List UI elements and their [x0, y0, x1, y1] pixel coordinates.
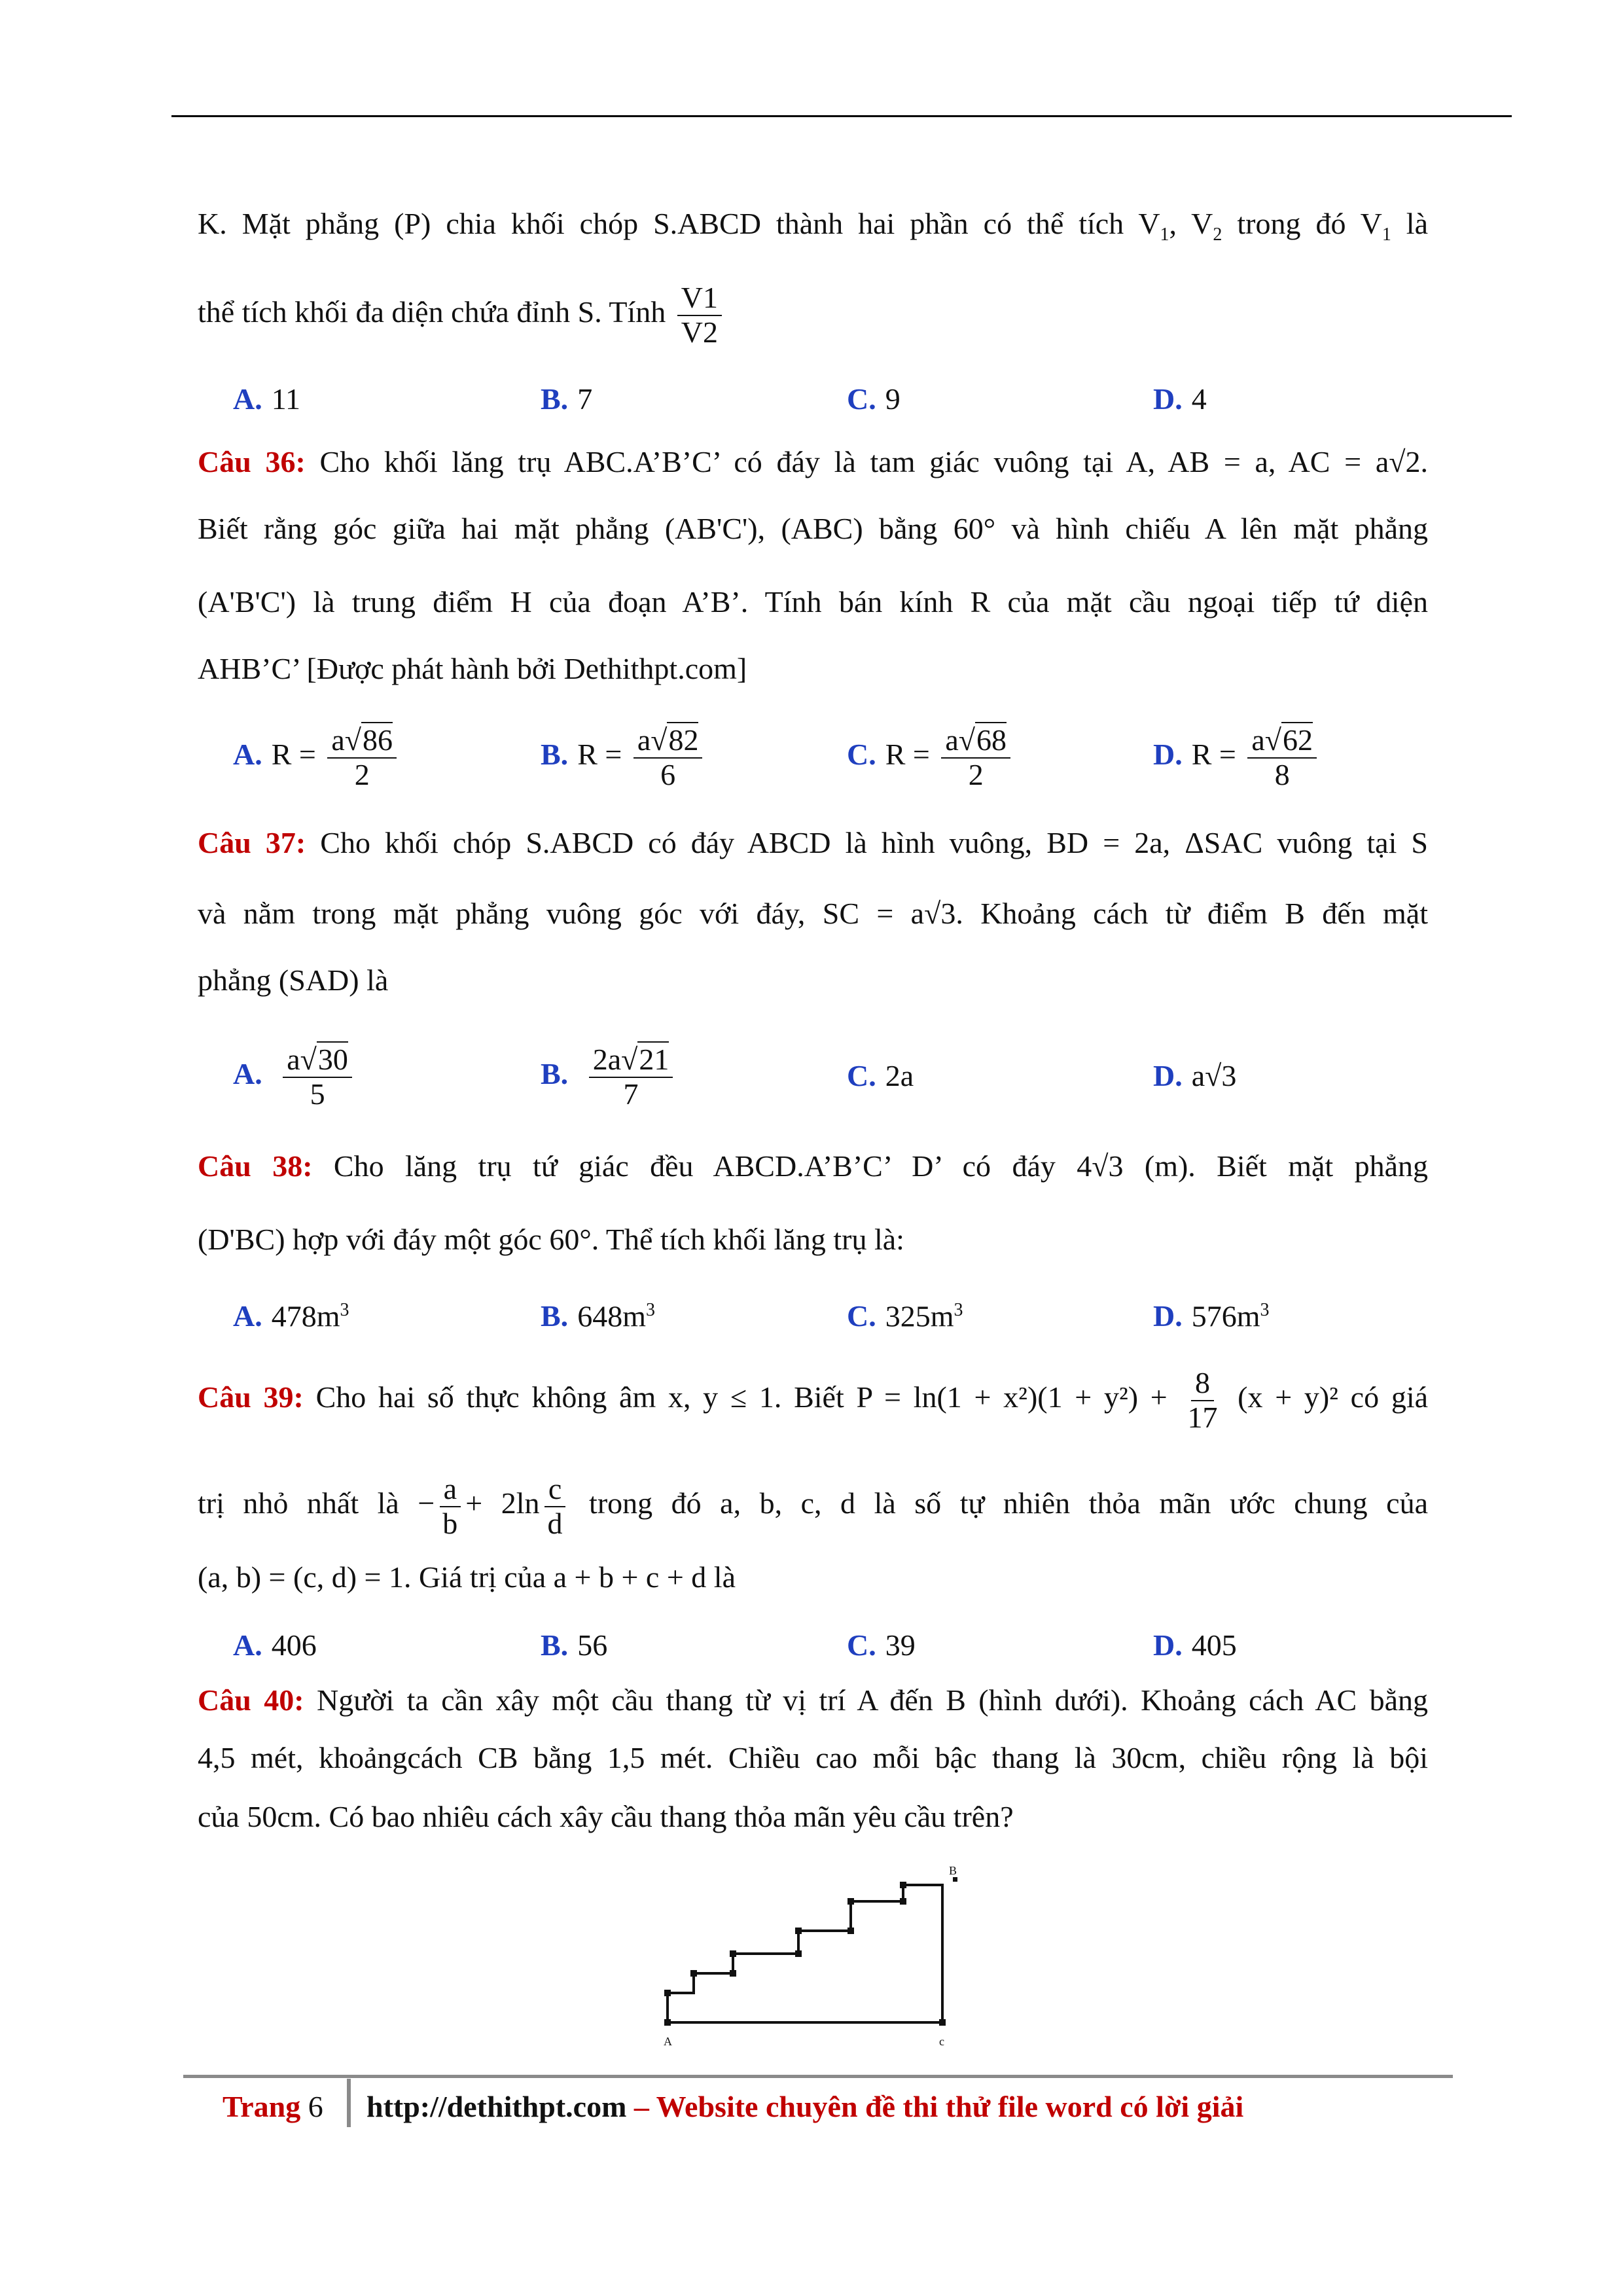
stair-node: [730, 1970, 736, 1977]
q37-option-b: B. $\frac{2a√21}{7}$: [541, 1043, 677, 1111]
q36-line-2: Biết rằng góc giữa hai mặt phẳng (AB'C'), (ABC) bằng 60° và hình chiếu A lên mặt phẳng: [198, 512, 1428, 545]
stair-node: [664, 1990, 671, 1996]
stair-node: [847, 1928, 854, 1934]
q38-option-d: D. $576m^3$: [1153, 1299, 1270, 1333]
intro-line-2: thể tích khối đa diện chứa đỉnh S. Tính $\frac{V1}{V2}$: [198, 281, 1428, 349]
q38-option-a: A. $478m^3$: [233, 1299, 349, 1333]
staircase-outline: [668, 1885, 942, 2022]
footer-rule: [183, 2075, 1453, 2078]
q37-line-1: Câu 37: Cho khối chóp S.ABCD có đáy ABCD là hình vuông, BD = 2a, ΔSAC vuông tại S: [198, 826, 1429, 859]
q37-option-c: C. 2a: [847, 1059, 914, 1092]
q38-line-1: Câu 38: Cho lăng trụ tứ giác đều ABCD.A’B’C’ D’ có đáy 4√3 (m). Biết mặt phẳng: [198, 1149, 1429, 1183]
q37-line-3: phẳng (SAD) là: [198, 963, 389, 997]
q36-line-3: (A'B'C') là trung điểm H của đoạn A’B’. Tính bán kính R của mặt cầu ngoại tiếp tứ diện: [198, 585, 1428, 619]
point-a-label: A: [664, 2035, 672, 2048]
stair-node: [795, 1928, 802, 1934]
q37-line-2: và nằm trong mặt phẳng vuông góc với đáy, SC = a√3. Khoảng cách từ điểm B đến mặt: [198, 897, 1428, 930]
stair-node: [730, 1950, 736, 1957]
q39-option-c: C. 39: [847, 1628, 916, 1662]
q37-label: Câu 37:: [198, 826, 306, 859]
q36-option-d: D. R = $\frac{a√62}{8}$: [1153, 724, 1321, 791]
stair-node: [847, 1898, 854, 1905]
stair-node: [795, 1950, 802, 1957]
point-b-label: B: [949, 1864, 957, 1877]
q38-label: Câu 38:: [198, 1149, 313, 1183]
q39-line-1: Câu 39: Cho hai số thực không âm x, y ≤ 1. Biết P = ln(1 + x²)(1 + y²) + $\frac{8}{17}$ (x + y)² có giá: [198, 1366, 1429, 1434]
intro-option-c: C. 9: [847, 382, 901, 416]
q36-line-1: Câu 36: Cho khối lăng trụ ABC.A’B’C’ có đáy là tam giác vuông tại A, AB = a, AC = a√2.: [198, 445, 1428, 478]
q38-option-b: B. $648m^3$: [541, 1299, 655, 1333]
page-footer: [183, 2075, 1453, 2147]
q36-option-a: A. R = $\frac{a√86}{2}$: [233, 724, 401, 791]
page-number: Trang 6: [223, 2090, 323, 2123]
q39-line-3: (a, b) = (c, d) = 1. Giá trị của a + b + c + d là: [198, 1560, 736, 1594]
staircase-figure: [641, 1859, 982, 2055]
q36-line-4: AHB’C’ [Được phát hành bởi Dethithpt.com]: [198, 652, 747, 685]
q39-line-2: trị nhỏ nhất là − $\frac{a}{b}$ + 2ln $\frac{c}{d}$ trong đó a, b, c, d là số tự nhiên thỏa mãn ước chung của: [198, 1472, 1429, 1540]
q39-option-d: D. 405: [1153, 1628, 1237, 1662]
q40-label: Câu 40:: [198, 1683, 304, 1717]
stair-node: [900, 1898, 906, 1905]
q39-option-a: A. 406: [233, 1628, 317, 1662]
footer-divider: [347, 2079, 351, 2127]
q39-label: Câu 39:: [198, 1380, 304, 1414]
q38-line-2: (D'BC) hợp với đáy một góc 60°. Thể tích khối lăng trụ là:: [198, 1223, 904, 1256]
intro-option-d: D. 4: [1153, 382, 1207, 416]
stair-node: [939, 2019, 946, 2026]
stair-node: [900, 1882, 906, 1888]
v1-v2-fraction: $\frac{V1}{V2}$: [677, 281, 722, 349]
q36-label: Câu 36:: [198, 445, 306, 478]
intro-line-1: K. Mặt phẳng (P) chia khối chóp S.ABCD thành hai phần có thể tích $V_1$, $V_2$ trong đó $V_1$ là: [198, 207, 1428, 245]
q39-option-b: B. 56: [541, 1628, 608, 1662]
point-c-label: c: [939, 2035, 944, 2048]
point-b-marker: [953, 1877, 957, 1882]
intro-option-b: B. 7: [541, 382, 593, 416]
intro-option-a: A. 11: [233, 382, 301, 416]
stair-node: [664, 2019, 671, 2026]
q36-option-c: C. R = $\frac{a√68}{2}$: [847, 724, 1014, 791]
q38-option-c: C. $325m^3$: [847, 1299, 963, 1333]
q40-line-3: của 50cm. Có bao nhiêu cách xây cầu thang thỏa mãn yêu cầu trên?: [198, 1800, 1014, 1833]
stair-node: [690, 1970, 697, 1977]
q37-option-a: A. $\frac{a√30}{5}$: [233, 1043, 356, 1111]
header-rule: [171, 115, 1512, 117]
footer-site: http://dethithpt.com – Website chuyên đề thi thử file word có lời giải: [366, 2090, 1244, 2123]
q37-option-d: D. a√3: [1153, 1059, 1237, 1092]
footer-url[interactable]: http://dethithpt.com: [366, 2090, 627, 2123]
q40-line-2: 4,5 mét, khoảngcách CB bằng 1,5 mét. Chiều cao mỗi bậc thang là 30cm, chiều rộng là bội: [198, 1741, 1428, 1774]
q36-option-b: B. R = $\frac{a√82}{6}$: [541, 724, 706, 791]
q40-line-1: Câu 40: Người ta cần xây một cầu thang từ vị trí A đến B (hình dưới). Khoảng cách AC bằng: [198, 1683, 1428, 1717]
